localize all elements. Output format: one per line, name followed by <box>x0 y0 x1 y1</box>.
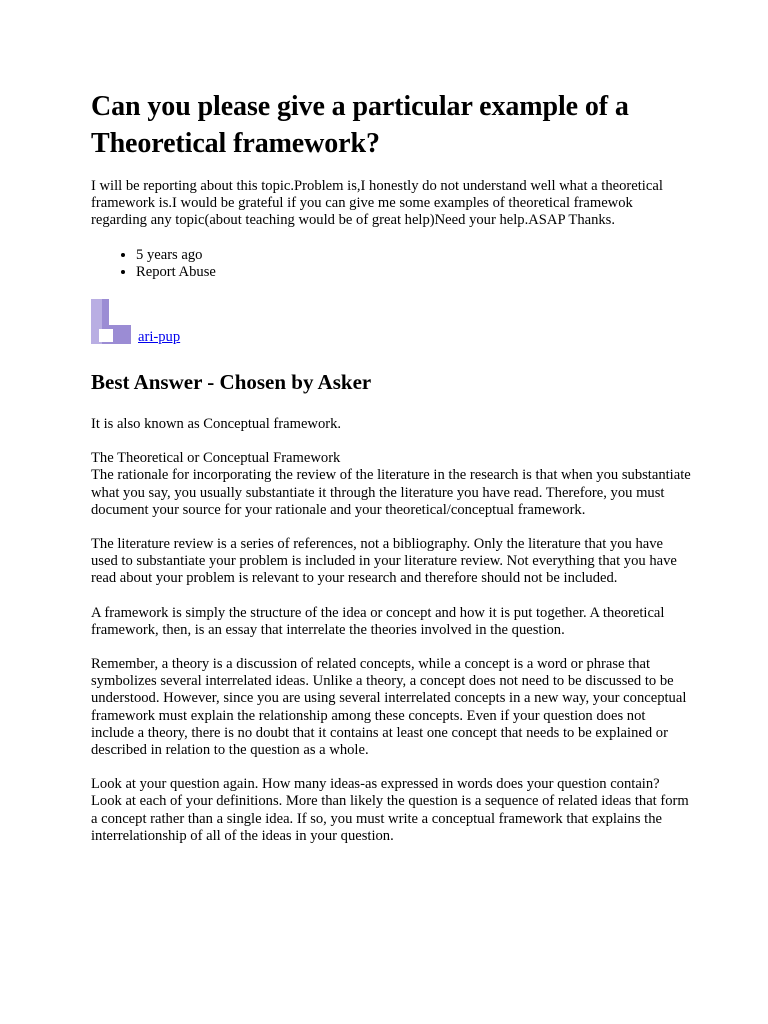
question-title: Can you please give a particular example of a Theoretical framework? <box>91 91 629 159</box>
best-answer-heading: Best Answer - Chosen by Asker <box>91 370 372 395</box>
answer-intro: It is also known as Conceptual framework. <box>91 416 342 433</box>
answer-subheading: The Theoretical or Conceptual Framework <box>91 450 341 467</box>
report-abuse-link[interactable]: • Report Abuse <box>136 264 691 281</box>
answer-paragraph: The rationale for incorporating the review of the literature in the research is that when you substantiate what you say, you usually substantiate it through the literature you have read. Therefore, you must document your source for your rationale and your theoretical/conceptual framework. <box>91 467 691 518</box>
author-name-link[interactable]: ari-pup <box>138 329 181 346</box>
question-body: I will be reporting about this topic.Problem is,I honestly do not understand well what a theoretical framework is.I would be grateful if you can give me some examples of theoretical framewok regarding any topic(about teaching would be of great help)Need your help.ASAP Thanks. <box>91 178 663 229</box>
answer-paragraph: The literature review is a series of references, not a bibliography. Only the literature that you have used to substantiate your problem is included in your literature review. Not everything that you have read about your problem is relevant to your research and therefore should not be included. <box>91 536 677 587</box>
answer-paragraph: Remember, a theory is a discussion of related concepts, while a concept is a word or phrase that symbolizes several interrelated ideas. Unlike a theory, a concept does not need to be discussed to be understood. However, since you are using several interrelated concepts in a new way, your conceptual framework must explain the relationship among these concepts. Even if your question does not include a theory, there is no doubt that it contains at least one concept that needs to be explained or described in relation to the question as a whole. <box>91 656 687 759</box>
page-content <box>91 88 691 862</box>
user-avatar-icon[interactable] <box>91 299 138 344</box>
answer-paragraph: Look at your question again. How many ideas-as expressed in words does your question contain? Look at each of your definitions. More than likely the question is a sequence of related ideas that form a concept rather than a single idea. If so, you must write a conceptual framework that explains the interrelationship of all of the ideas in your question. <box>91 776 689 844</box>
question-timestamp: • 5 years ago <box>136 247 691 264</box>
author-row <box>91 299 691 349</box>
answer-paragraph: A framework is simply the structure of the idea or concept and how it is put together. A theoretical framework, then, is an essay that interrelate the theories involved in the question. <box>91 604 665 638</box>
question-meta-list <box>91 247 691 281</box>
best-answer-body <box>91 416 691 845</box>
